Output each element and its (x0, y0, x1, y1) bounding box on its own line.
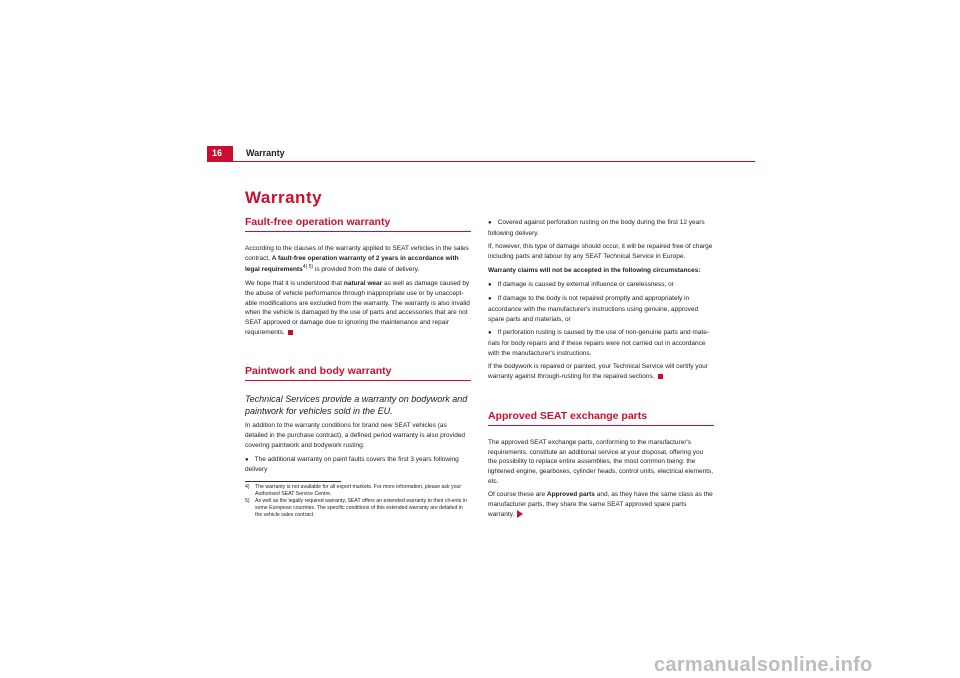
section-heading-exchange-parts: Approved SEAT exchange parts (488, 410, 714, 426)
footnote: 5) As well as the legally required warranty, SEAT offers an extended warranty to their cli-ents in some European countries. The specific conditions of this extended warranty are detailed in the vehicle sales contract. (245, 498, 467, 518)
page-title: Warranty (245, 188, 323, 207)
page-number: 16 (207, 146, 233, 161)
running-header: Warranty (246, 148, 285, 158)
footnote-ref: 4) 5) (302, 264, 314, 271)
paragraph: The approved SEAT exchange parts, conforming to the manufacturer's requirements, constitute an additional service at your disposal, offering you the possibility to replace entire assemblies, the most common being: the lightened engine, gearboxes, cylinder heads, control units, electrical elements, etc. (488, 438, 714, 485)
paragraph: According to the clauses of the warranty applied to SEAT vehicles in the sales contract, A fault-free operation warranty of 2 years in accordance with legal requirements$^{4) 5)}$ is provided from the date of delivery. (245, 245, 469, 274)
bullet-icon: ● (488, 220, 492, 226)
paragraph (488, 266, 714, 276)
list-item: ● The additional warranty on paint faults covers the first 3 years following delivery (245, 455, 459, 474)
paragraph: We hope that it is understood that natural wear as well as damage caused by the abuse of vehicle performance through inappropriate use or by unaccept-able modifications are excluded from the warranty. The warranty is also invalid when the vehicle is damaged by the use of parts and accessories that are not SEAT approved or damage due to ignoring the maintenance and repair requirements. (245, 280, 470, 336)
paragraph: In addition to the warranty conditions for brand new SEAT vehicles (as detailed in the purchase contract), a defined period warranty is also provided covering paintwork and bodywork rusting: (245, 422, 466, 449)
continue-arrow-icon (517, 510, 523, 518)
end-of-section-icon (288, 330, 293, 335)
header-rule (207, 161, 755, 162)
watermark: carmanualsonline.info (654, 654, 873, 676)
bold-text: Warranty claims will not be accepted in the following circumstances: (488, 266, 701, 274)
bold-text: Approved parts (546, 491, 595, 499)
section-heading-paintwork: Paintwork and body warranty (245, 365, 471, 381)
bullet-icon: ● (488, 296, 492, 303)
left-column (245, 216, 471, 519)
list-item: ● If damage is caused by external influence or carelessness, or (488, 280, 714, 291)
paragraph: Of course these are Approved parts and, as they have the same class as the manufacturer parts, they share the same SEAT approved spare parts warranty. (488, 491, 713, 518)
end-of-section-icon (658, 374, 663, 379)
paragraph: If the bodywork is repaired or painted, your Technical Service will certify your warranty against through-rusting for the repaired sections. (488, 363, 708, 381)
bullet-icon: ● (245, 456, 249, 463)
paragraph: If, however, this type of damage should occur, it will be repaired free of charge including parts and labour by any SEAT Technical Service in Europe. (488, 243, 713, 261)
list-item: ● If damage to the body is not repaired promptly and appropriately in accordance with the manufacturer's instructions using genuine, approved spare parts and materials, or (488, 295, 699, 323)
bold-text: A fault-free operation warranty of 2 years in accordance with legal requirements (245, 254, 459, 274)
list-item: ● Covered against perforation rusting on the body during the first 12 years following delivery. (488, 219, 705, 237)
section-subtitle: Technical Services provide a warranty on bodywork and paintwork for vehicles sold in the EU. (245, 394, 468, 417)
bold-text: natural wear (343, 280, 383, 288)
footnote-rule (245, 481, 341, 482)
footnote: 4) The warranty is not available for all export markets. For more information, please ask your Authorised SEAT Service Centre. (245, 484, 462, 497)
list-item: ● If perforation rusting is caused by the use of non-genuine parts and mate-rials for body repairs and if these repairs were not carried out in accordance with the manufacturer's instructions. (488, 329, 710, 357)
bullet-icon: ● (488, 281, 492, 288)
right-column (488, 218, 714, 523)
bullet-icon: ● (488, 330, 492, 337)
section-heading-fault-free: Fault-free operation warranty (245, 216, 471, 232)
